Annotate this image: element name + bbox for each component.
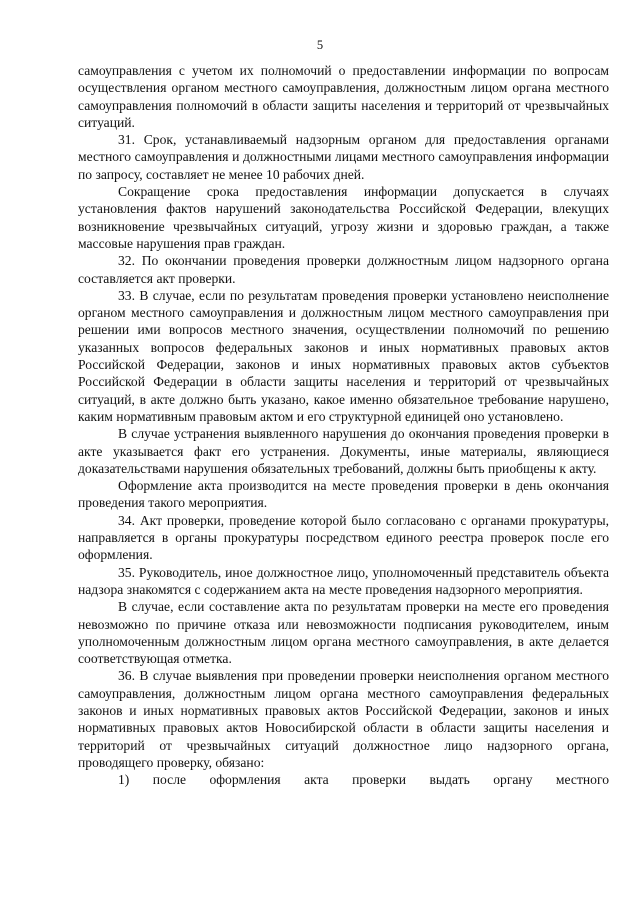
paragraph-item-33: 33. В случае, если по результатам проведения проверки установлено неисполнение органом местного самоуправления и должностным лицом местного самоуправления при решении ими вопросов местного значения, осуществлении полномочий по решению указанных вопросов федеральных законов и иных нормативных правовых актов Российской Федерации, законов и иных нормативных правовых актов субъектов Российской Федерации в области защиты населения и территорий от чрезвычайных ситуаций, в акте должно быть указано, какое именно обязательное требование нарушено, каким нормативным правовым актом и его структурной единицей оно установлено. [78,287,609,424]
paragraph: В случае, если составление акта по результатам проверки на месте его проведения невозможно по причине отказа или невозможности подписания руководителем, иным уполномоченным должностным лицом органа местного самоуправления, в акте делается соответствующая отметка. [78,599,609,667]
paragraph-item-32: 32. По окончании проведения проверки должностным лицом надзорного органа составляется акт проверки. [78,253,609,286]
paragraph-continuation: самоуправления с учетом их полномочий о предоставлении информации по вопросам осуществления органом местного самоуправления, должностным лицом органа местного самоуправления полномочий в области защиты населения и территорий от чрезвычайных ситуаций. [78,63,609,130]
paragraph: В случае устранения выявленного нарушения до окончания проведения проверки в акте указывается факт его устранения. Документы, иные материалы, являющиеся доказательствами нарушения обязательных требований, должны быть приобщены к акту. [78,426,609,476]
page-number: 5 [316,38,324,52]
paragraph-item-31: 31. Срок, устанавливаемый надзорным органом для предоставления органами местного самоуправления и должностными лицами местного самоуправления информации по запросу, составляет не менее 10 рабочих дней. [78,132,609,182]
paragraph-subitem-1: 1) после оформления акта проверки выдать органу местного [118,772,609,788]
document-body [78,62,609,788]
paragraph: Оформление акта производится на месте проведения проверки в день окончания проведения такого мероприятия. [78,478,609,511]
paragraph-item-34: 34. Акт проверки, проведение которой было согласовано с органами прокуратуры, направляется в органы прокуратуры посредством единого реестра проверок после его оформления. [78,512,609,563]
paragraph-item-35: 35. Руководитель, иное должностное лицо, уполномоченный представитель объекта надзора знакомятся с содержанием акта на месте проведения надзорного мероприятия. [78,564,609,597]
paragraph-item-36: 36. В случае выявления при проведении проверки неисполнения органом местного самоуправления, должностным лицом органа местного самоуправления федеральных законов и иных нормативных правовых актов Российской Федерации, законов и иных нормативных правовых актов Новосибирской области в области защиты населения и территорий от чрезвычайных ситуаций должностное лицо надзорного органа, проводящего проверку, обязано: [78,668,609,770]
paragraph: Сокращение срока предоставления информации допускается в случаях установления фактов нарушений законодательства Российской Федерации, влекущих возникновение чрезвычайных ситуаций, угрозу жизни и здоровью граждан, а также массовые нарушения прав граждан. [78,184,609,251]
